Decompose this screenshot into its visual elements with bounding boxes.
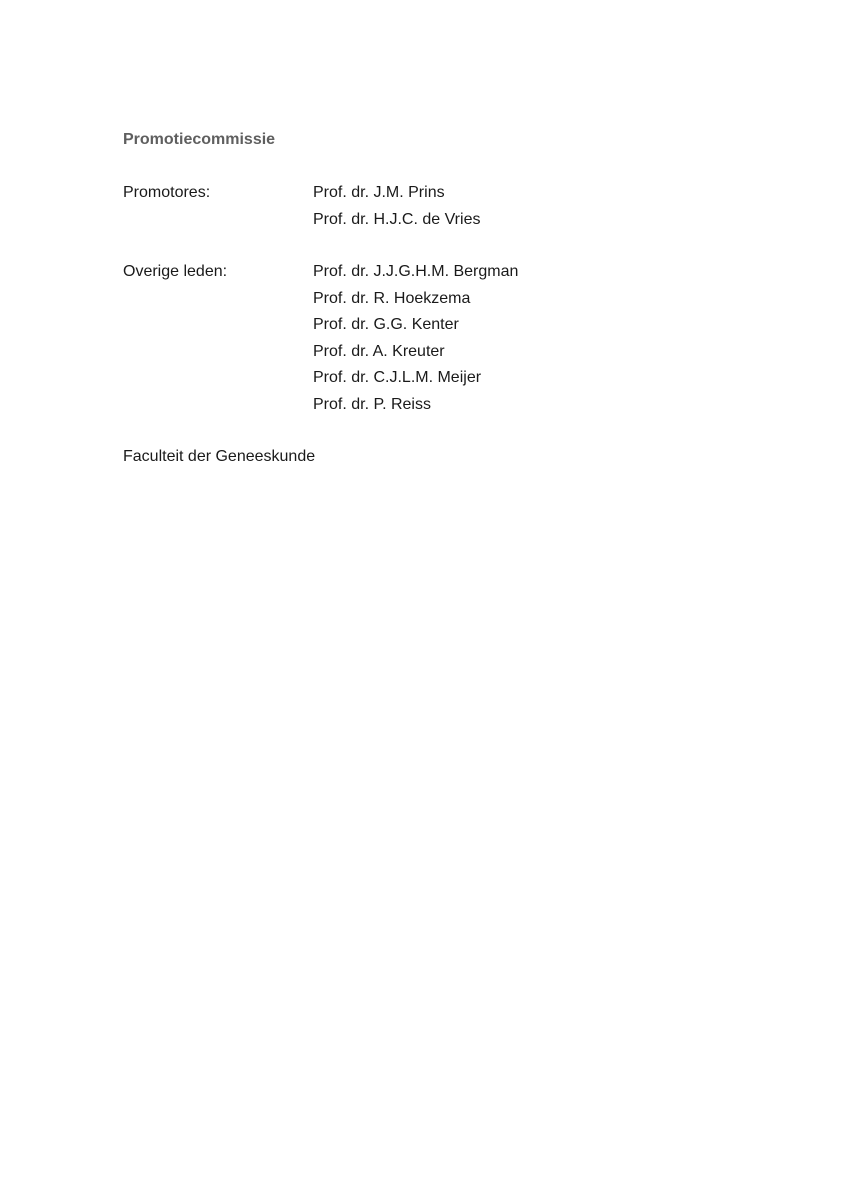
promotor-name: Prof. dr. J.M. Prins [313, 184, 445, 201]
member-name: Prof. dr. P. Reiss [313, 395, 431, 413]
promotores-list [313, 180, 480, 233]
overige-leden-list [313, 259, 518, 418]
member-name: Prof. dr. C.J.L.M. Meijer [313, 369, 482, 386]
member-name: Prof. dr. R. Hoekzema [313, 289, 471, 307]
faculty-name: Faculteit der Geneeskunde [123, 448, 316, 465]
member-name: Prof. dr. J.J.G.H.M. Bergman [313, 263, 519, 280]
section-heading: Promotiecommissie [123, 131, 276, 148]
member-name: Prof. dr. A. Kreuter [313, 342, 445, 360]
overige-leden-label: Overige leden: [123, 263, 228, 280]
promotor-name: Prof. dr. H.J.C. de Vries [313, 210, 481, 228]
member-name: Prof. dr. G.G. Kenter [313, 316, 459, 333]
promotores-label: Promotores: [123, 184, 211, 201]
